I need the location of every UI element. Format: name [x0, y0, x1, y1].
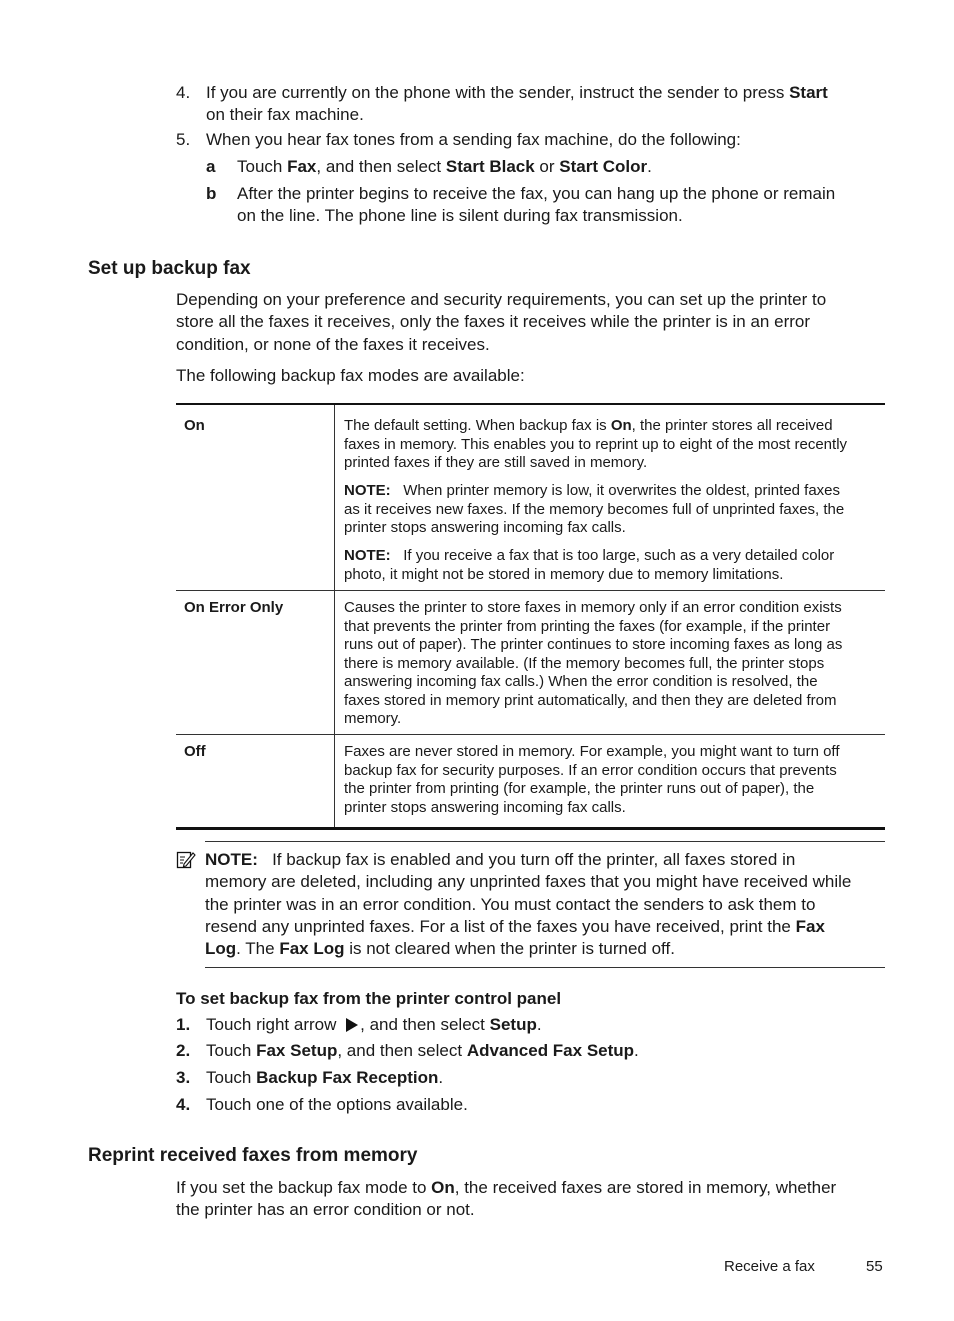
proc-step-part: . [634, 1041, 639, 1060]
note-label: NOTE: [205, 850, 258, 869]
note-bold: Fax Log [279, 939, 345, 959]
modes-intro: The following backup fax modes are available: [176, 366, 525, 385]
substep-a-part: . [647, 157, 652, 176]
substep-b-text [237, 183, 835, 228]
proc-step-2-text [206, 1040, 639, 1062]
desc-line: photo, it might not be stored in memory due to memory limitations. [344, 565, 784, 583]
proc-step-number: 2. [176, 1041, 191, 1060]
proc-step-bold: Backup Fax Reception [256, 1068, 439, 1087]
desc-line: If you receive a fax that is too large, such as a very detailed color [403, 547, 835, 564]
substep-a-bold: Start Black [445, 157, 535, 176]
footer-section-title: Receive a fax [724, 1258, 815, 1275]
mode-title-off: Off [184, 743, 206, 760]
mode-desc-off [344, 743, 880, 817]
proc-step-4-text: Touch one of the options available. [206, 1095, 468, 1114]
desc-line: Causes the printer to store faxes in memory only if an error condition exists [344, 599, 842, 616]
proc-step-part: Touch [206, 1041, 257, 1060]
note-bottom-rule [205, 967, 885, 968]
section-heading-reprint: Reprint received faxes from memory [88, 1145, 418, 1166]
paragraph-line: the printer has an error condition or not. [176, 1200, 475, 1220]
desc-line: faxes in memory. This enables you to reprint up to eight of the most recently [344, 435, 848, 453]
proc-step-number: 3. [176, 1068, 191, 1087]
mode-desc-on [344, 417, 880, 473]
desc-line: printer stops answering incoming fax calls. [344, 798, 626, 816]
substep-b-line: After the printer begins to receive the fax, you can hang up the phone or remain [237, 184, 836, 203]
proc-step-part: Touch right arrow [206, 1015, 342, 1034]
paragraph-part: If you set the backup fax mode to [176, 1178, 432, 1197]
paragraph-bold: On [431, 1178, 455, 1197]
note-bold: Log [205, 939, 237, 959]
substep-a-bold: Start Color [559, 157, 648, 176]
proc-step-part: , and then select [337, 1041, 467, 1060]
note-label: NOTE: [344, 547, 391, 564]
mode-title-on-error-only: On Error Only [184, 599, 284, 616]
desc-line: there is memory available. (If the memory becomes full, the printer stops [344, 654, 825, 672]
proc-step-part: . [438, 1068, 444, 1087]
substep-b-letter: b [206, 184, 217, 203]
note-line: the printer was in an error condition. You must contact the senders to ask them to [205, 894, 816, 914]
note-line: is not cleared when the printer is turned off. [344, 939, 675, 959]
paragraph-line: store all the faxes it receives, only the faxes it receives while the printer is in an error [176, 312, 811, 332]
desc-line: the printer from printing (for example, the printer runs out of paper), the [344, 780, 815, 797]
paragraph-line: Depending on your preference and security requirements, you can set up the printer to [176, 290, 827, 309]
desc-line: as it receives new faxes. If the memory becomes full of unprinted faxes, the [344, 500, 845, 518]
step-4-text-line2: on their fax machine. [206, 105, 364, 125]
mode-note-1 [344, 482, 880, 538]
substep-a-part: , and then select [316, 157, 446, 176]
desc-line: that prevents the printer from printing the faxes (for example, if the printer [344, 617, 831, 635]
desc-line: printed faxes if they are still saved in memory. [344, 454, 648, 471]
step-4-number: 4. [176, 83, 191, 102]
proc-step-part: , and then select [360, 1015, 490, 1034]
substep-b-line: on the line. The phone line is silent during fax transmission. [237, 206, 683, 226]
step-4-text-part: If you are currently on the phone with the sender, instruct the sender to press [206, 83, 790, 102]
proc-step-part: Touch [206, 1068, 257, 1087]
table-row-divider [176, 590, 885, 591]
proc-step-3-text [206, 1067, 443, 1089]
desc-line: Faxes are never stored in memory. For example, you might want to turn off [344, 743, 840, 760]
desc-line: When printer memory is low, it overwrites the oldest, printed faxes [403, 482, 841, 499]
step-4-bold: Start [789, 83, 828, 102]
substep-a-part: Touch [237, 157, 288, 176]
table-row-divider [176, 734, 885, 735]
step-5-text: When you hear fax tones from a sending fax machine, do the following: [206, 130, 741, 149]
note-line: memory are deleted, including any unprinted faxes that you might have received while [205, 872, 852, 892]
substep-a-letter: a [206, 157, 216, 176]
substep-a-part: or [534, 157, 560, 176]
note-line: resend any unprinted faxes. For a list of the faxes you have received, print the [205, 916, 796, 936]
desc-line: runs out of paper). The printer continues to store incoming faxes as long as [344, 636, 843, 653]
proc-step-number: 4. [176, 1095, 191, 1114]
mode-title-on: On [184, 417, 205, 434]
desc-line [344, 417, 833, 434]
paragraph-line: condition, or none of the faxes it receives. [176, 334, 490, 354]
note-label: NOTE: [344, 482, 391, 499]
note-top-rule [205, 841, 885, 842]
desc-part: , the printer stores all received [631, 417, 833, 434]
desc-line: answering incoming fax calls.) When the error condition is resolved, the [344, 673, 818, 690]
proc-step-part: . [536, 1015, 542, 1034]
desc-part: The default setting. When backup fax is [344, 417, 611, 434]
desc-line: printer stops answering incoming fax calls. [344, 519, 626, 536]
desc-line: memory. [344, 710, 402, 727]
mode-note-2 [344, 547, 880, 584]
note-line: If backup fax is enabled and you turn off the printer, all faxes stored in [272, 850, 796, 869]
paragraph-part: , the received faxes are stored in memory, whether [454, 1178, 837, 1197]
footer-page-number: 55 [866, 1258, 883, 1275]
proc-step-number: 1. [176, 1015, 191, 1034]
substep-a-bold: Fax [287, 157, 317, 176]
proc-step-bold: Fax Setup [256, 1041, 338, 1060]
note-bold: Fax [795, 916, 825, 936]
desc-bold: On [610, 417, 632, 434]
proc-step-1-text [206, 1014, 542, 1036]
backup-fax-modes-table [176, 403, 885, 830]
note-icon [176, 850, 196, 870]
proc-step-bold: Setup [489, 1015, 537, 1034]
substep-a-text [237, 156, 652, 178]
section-heading-backup-fax: Set up backup fax [88, 258, 251, 279]
step-4-text [206, 82, 896, 127]
desc-line: faxes stored in memory print automatically, and then they are deleted from [344, 691, 837, 709]
desc-line: backup fax for security purposes. If an error condition occurs that prevents [344, 761, 837, 779]
section2-paragraph [176, 1177, 896, 1222]
procedure-heading: To set backup fax from the printer control panel [176, 989, 562, 1008]
note-line: . The [236, 939, 280, 959]
table-column-divider [334, 405, 335, 827]
proc-step-bold: Advanced Fax Setup [466, 1041, 635, 1060]
note-body [205, 849, 905, 960]
mode-desc-on-error-only [344, 599, 880, 729]
right-arrow-icon [346, 1018, 358, 1032]
step-5-number: 5. [176, 130, 191, 149]
section1-paragraph [176, 289, 896, 356]
